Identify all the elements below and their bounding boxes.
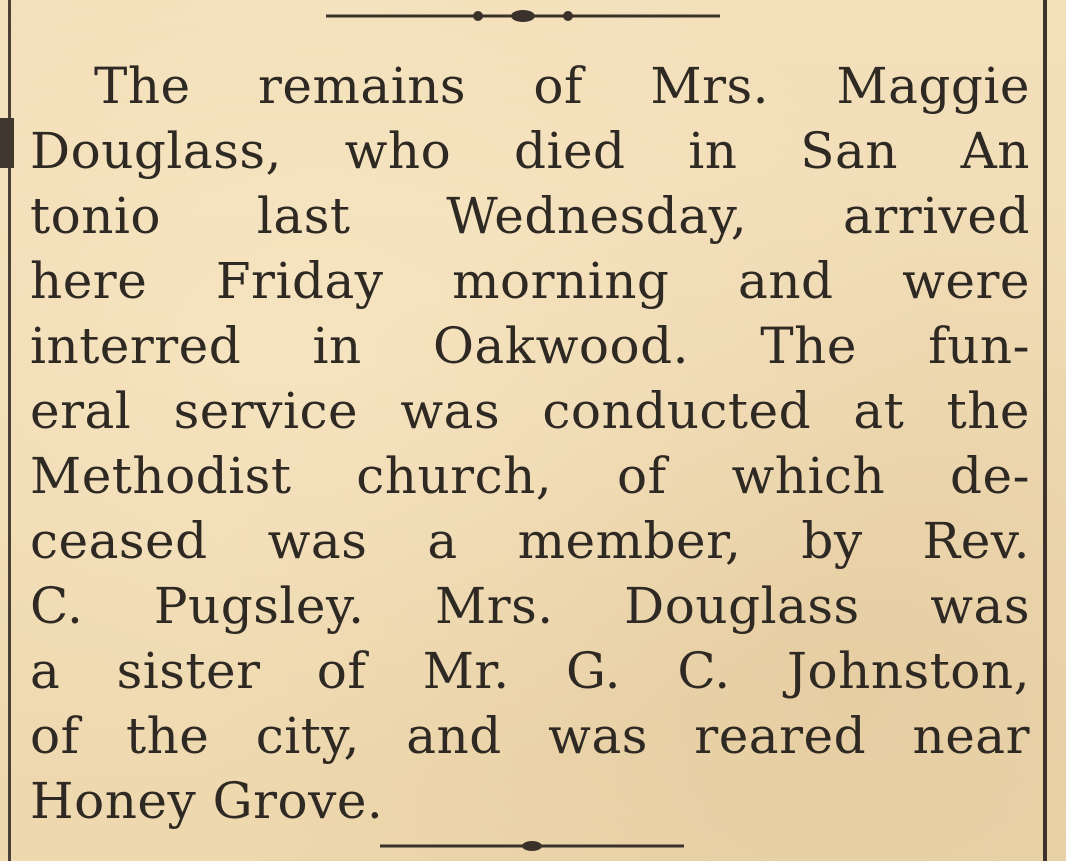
article-line: eral service was conducted at the (30, 382, 1030, 440)
obituary-notice (30, 54, 1030, 834)
right-column-rule (1043, 0, 1047, 861)
article-line: Douglass, who died in San An (30, 122, 1030, 180)
article-line: Methodist church, of which de- (30, 447, 1030, 505)
article-line: C. Pugsley. Mrs. Douglass was (30, 577, 1030, 635)
left-column-rule-mark (0, 118, 14, 168)
article-line: here Friday morning and were (30, 252, 1030, 310)
article-line: of the city, and was reared near (30, 707, 1030, 765)
article-line: a sister of Mr. G. C. Johnston, (30, 642, 1030, 700)
article-line: The remains of Mrs. Maggie (94, 57, 1030, 115)
bottom-ornament-divider (380, 836, 684, 856)
article-line: Honey Grove. (30, 772, 384, 830)
article-line: ceased was a member, by Rev. (30, 512, 1030, 570)
top-ornament-divider (326, 6, 720, 26)
article-line: tonio last Wednesday, arrived (30, 187, 1030, 245)
article-line: interred in Oakwood. The fun- (30, 317, 1030, 375)
